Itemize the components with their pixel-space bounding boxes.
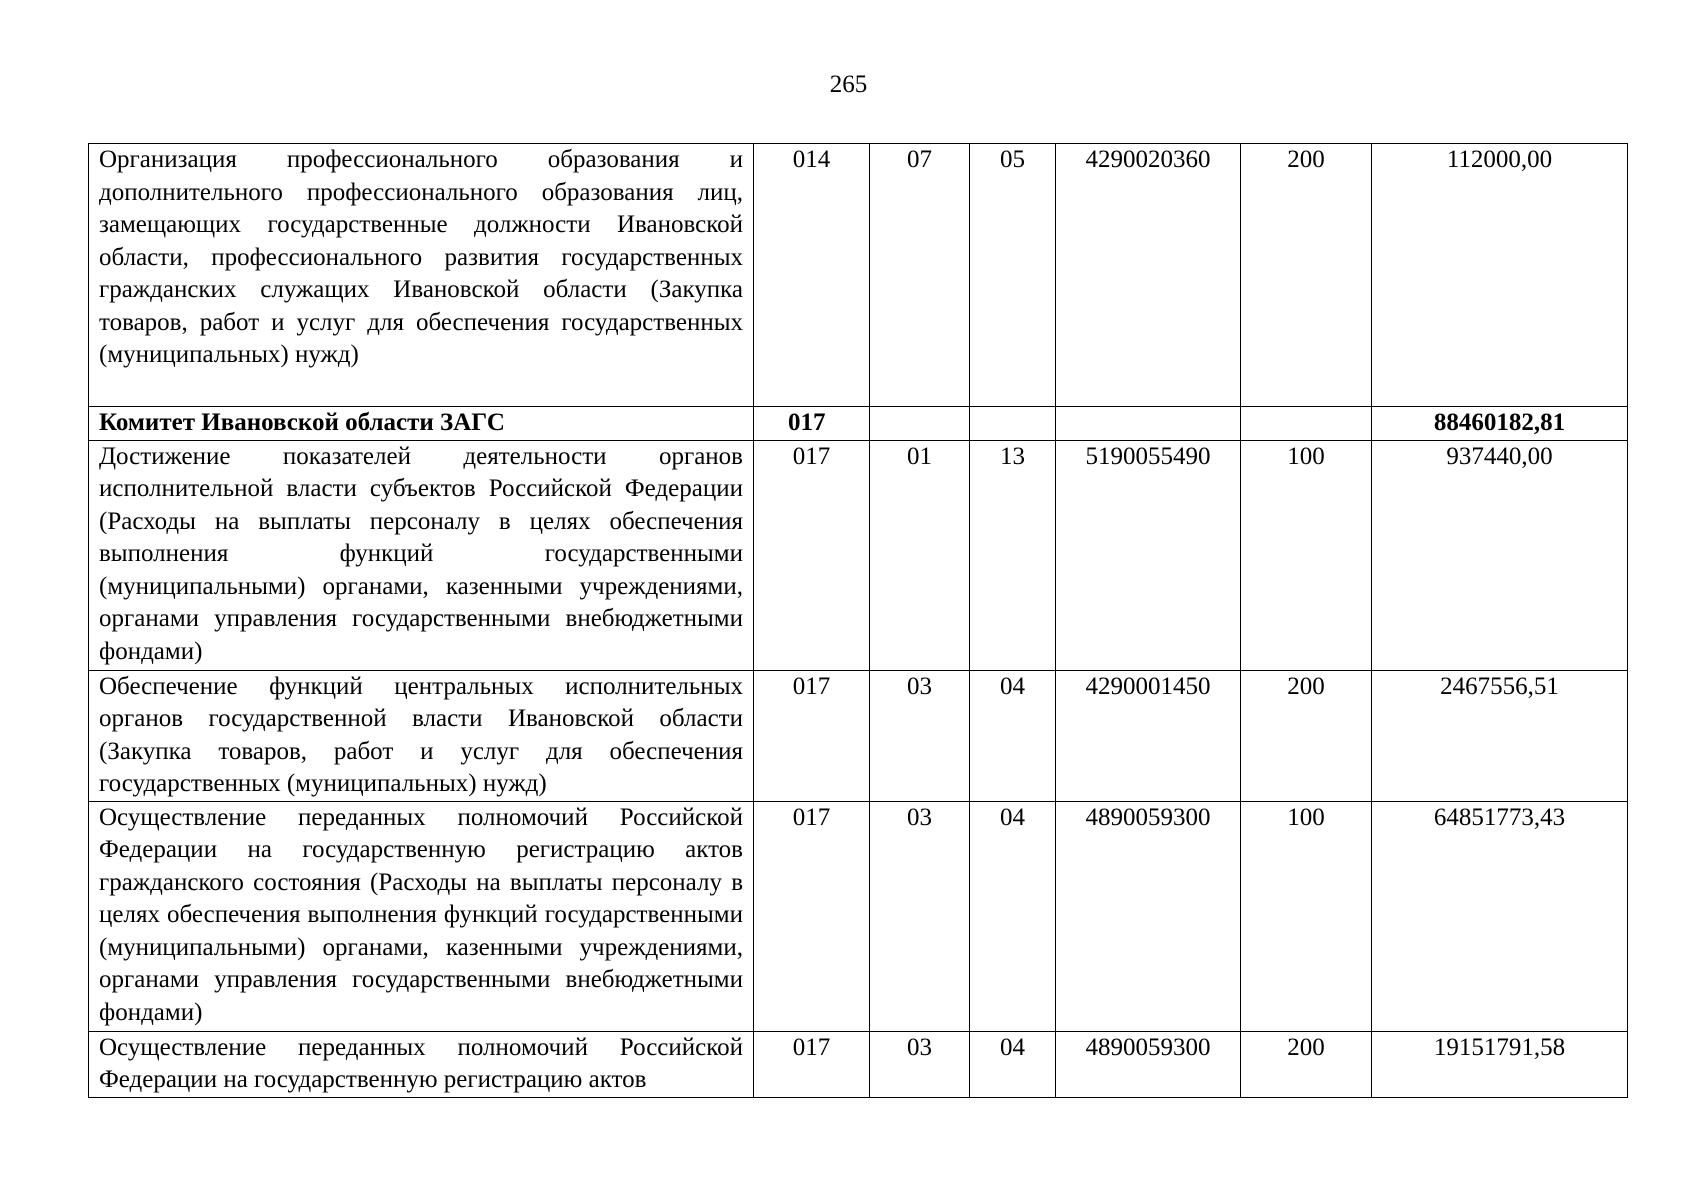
row-pr-code: 04 [970,670,1056,801]
row-vr-code: 200 [1241,144,1372,407]
row-vr-code: 100 [1241,801,1372,1031]
row-rz-code: 03 [870,670,970,801]
row-rz-code: 07 [870,144,970,407]
row-gr-code: 017 [754,440,870,670]
row-gr-code: 017 [754,407,870,441]
table-row [89,440,1628,670]
row-csr-code: 4890059300 [1056,801,1241,1031]
row-csr-code: 4890059300 [1056,1031,1241,1097]
row-gr-code: 017 [754,1031,870,1097]
row-amount: 937440,00 [1372,440,1628,670]
row-description: Обеспечение функций центральных исполнительных органов государственной власти Ивановской области (Закупка товаров, работ и услуг для обеспечения государственных (муниципальных) нужд) [89,670,754,801]
row-vr-code [1241,407,1372,441]
row-description: Комитет Ивановской области ЗАГС [89,407,754,441]
table-row [89,670,1628,801]
row-description: Организация профессионального образования и дополнительного профессионального образования лиц, замещающих государственные должности Ивановской области, профессионального развития государственных гражданских служащих Ивановской области (Закупка товаров, работ и услуг для обеспечения государственных (муниципальных) нужд) [89,144,754,407]
row-amount: 64851773,43 [1372,801,1628,1031]
row-rz-code: 03 [870,1031,970,1097]
row-csr-code: 5190055490 [1056,440,1241,670]
row-gr-code: 017 [754,801,870,1031]
row-csr-code: 4290020360 [1056,144,1241,407]
row-description: Осуществление переданных полномочий Российской Федерации на государственную регистрацию актов гражданского состояния (Расходы на выплаты персоналу в целях обеспечения выполнения функций государственными (муниципальными) органами, казенными учреждениями, органами управления государственными внебюджетными фондами) [89,801,754,1031]
row-rz-code: 03 [870,801,970,1031]
row-vr-code: 200 [1241,1031,1372,1097]
table-row [89,801,1628,1031]
row-amount: 112000,00 [1372,144,1628,407]
row-pr-code: 13 [970,440,1056,670]
row-vr-code: 100 [1241,440,1372,670]
row-gr-code: 014 [754,144,870,407]
row-rz-code [870,407,970,441]
budget-table [88,143,1628,1098]
row-vr-code: 200 [1241,670,1372,801]
row-csr-code [1056,407,1241,441]
row-pr-code: 04 [970,801,1056,1031]
row-pr-code [970,407,1056,441]
row-pr-code: 04 [970,1031,1056,1097]
table-row [89,144,1628,407]
row-pr-code: 05 [970,144,1056,407]
table-row [89,1031,1628,1097]
table-row [89,407,1628,441]
row-rz-code: 01 [870,440,970,670]
page-number: 265 [829,71,868,98]
row-description: Осуществление переданных полномочий Российской Федерации на государственную регистрацию актов [89,1031,754,1097]
row-amount: 2467556,51 [1372,670,1628,801]
row-csr-code: 4290001450 [1056,670,1241,801]
row-amount: 88460182,81 [1372,407,1628,441]
row-amount: 19151791,58 [1372,1031,1628,1097]
row-description: Достижение показателей деятельности органов исполнительной власти субъектов Российской Федерации (Расходы на выплаты персоналу в целях обеспечения выполнения функций государственными (муниципальными) органами, казенными учреждениями, органами управления государственными внебюджетными фондами) [89,440,754,670]
row-gr-code: 017 [754,670,870,801]
